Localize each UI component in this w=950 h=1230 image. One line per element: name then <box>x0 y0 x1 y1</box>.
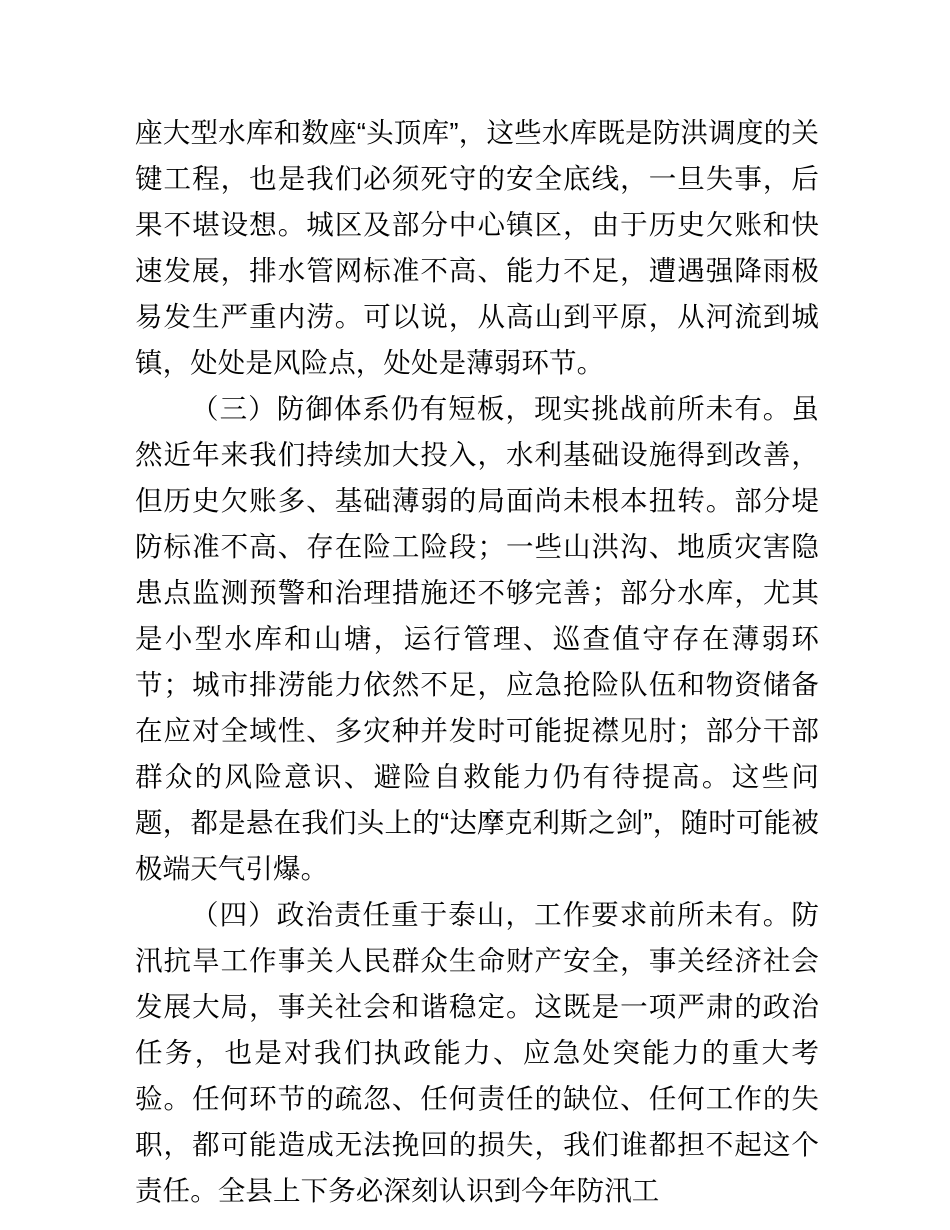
paragraph-continued: 座大型水库和数座“头顶库”，这些水库既是防洪调度的关键工程，也是我们必须死守的安全底线，一旦失事，后果不堪设想。城区及部分中心镇区，由于历史欠账和快速发展，排水管网标准不高、能力不足，遭遇强降雨极易发生严重内涝。可以说，从高山到平原，从河流到城镇，处处是风险点，处处是薄弱环节。 <box>135 117 819 378</box>
document-text-column <box>135 110 819 1214</box>
paragraph-section-four: （四）政治责任重于泰山，工作要求前所未有。防汛抗旱工作事关人民群众生命财产安全，事关经济社会发展大局，事关社会和谐稳定。这既是一项严肃的政治任务，也是对我们执政能力、应急处突能力的重大考验。任何环节的疏忽、任何责任的缺位、任何工作的失职，都可能造成无法挽回的损失，我们谁都担不起这个责任。全县上下务必深刻认识到今年防汛工 <box>135 899 819 1206</box>
paragraph-section-three: （三）防御体系仍有短板，现实挑战前所未有。虽然近年来我们持续加大投入，水利基础设施得到改善，但历史欠账多、基础薄弱的局面尚未根本扭转。部分堤防标准不高、存在险工险段；一些山洪沟、地质灾害隐患点监测预警和治理措施还不够完善；部分水库，尤其是小型水库和山塘，运行管理、巡查值守存在薄弱环节；城市排涝能力依然不足，应急抢险队伍和物资储备在应对全域性、多灾种并发时可能捉襟见肘；部分干部群众的风险意识、避险自救能力仍有待提高。这些问题，都是悬在我们头上的“达摩克利斯之剑”，随时可能被极端天气引爆。 <box>135 393 819 884</box>
